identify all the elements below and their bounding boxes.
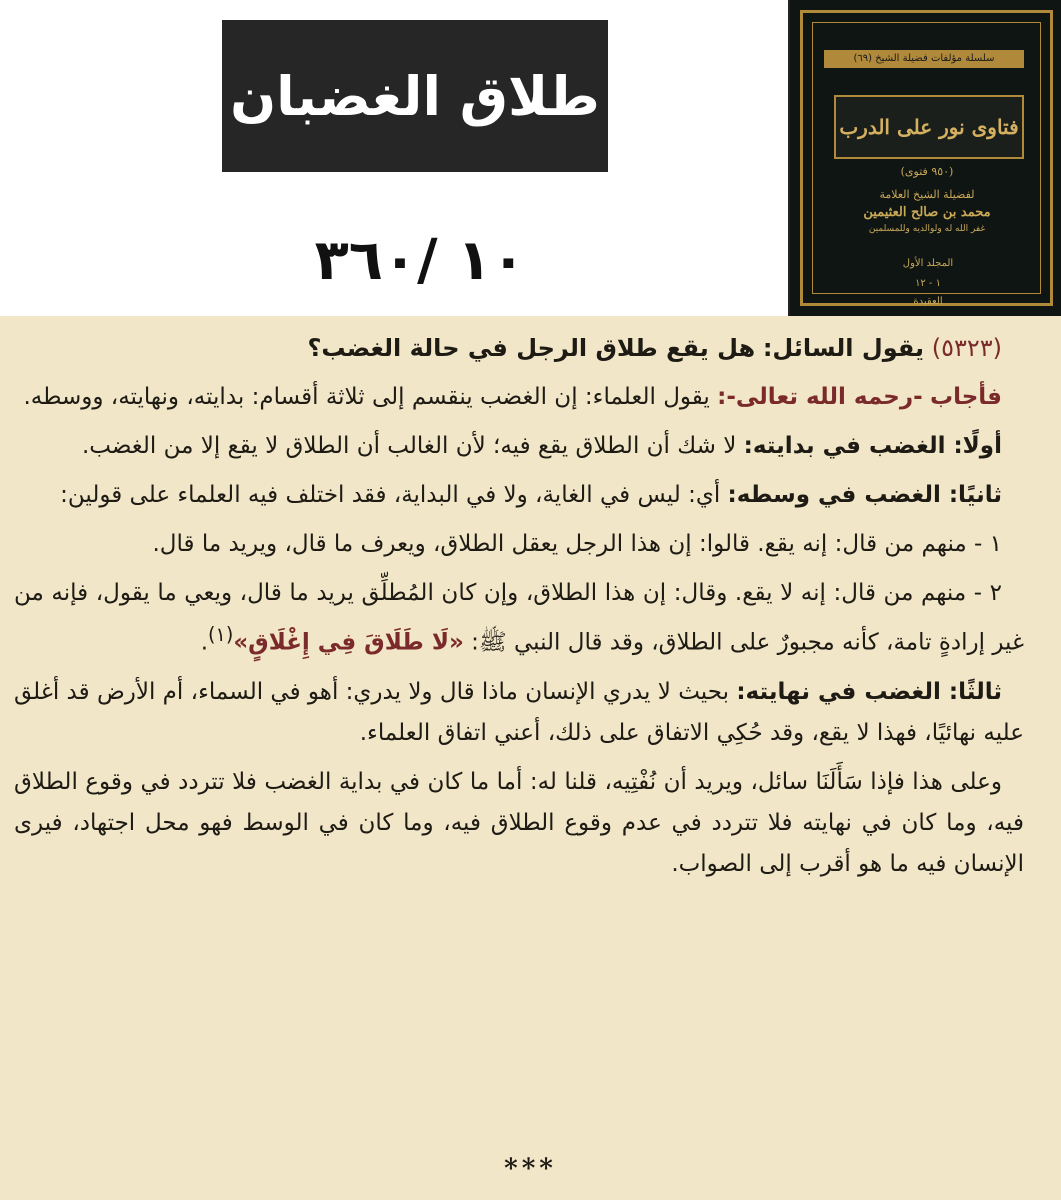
question-number: (٥٣٢٣) [931,334,1002,362]
third-section-text: بحيث لا يدري الإنسان ماذا قال ولا يدري: أهو في السماء، أم الأرض قد أغلق عليه نهائيًا، فهذا لا يقع، وقد حُكِي الاتفاق على ذلك، أعني اتفاق العلماء. [14,678,1024,746]
first-section-paragraph [14,426,1024,467]
footnote-marker: (١) [208,623,234,646]
answer-intro-paragraph [14,377,1024,418]
third-section-label: ثالثًا: الغضب في نهايته: [736,678,1003,705]
cover-author-line1: لفضيلة الشيخ العلامة [879,188,975,201]
cover-volume: المجلد الأول [902,258,954,269]
second-section-text: أي: ليس في الغاية، ولا في البداية، فقد اختلف فيه العلماء على قولين: [60,482,721,508]
question-text: هل يقع طلاق الرجل في حالة الغضب؟ [307,334,756,362]
cover-topic: العقيدة [913,296,943,307]
question-paragraph [14,328,1024,369]
scanned-book-page [0,316,1061,1200]
answer-label: فأجاب [929,384,1002,410]
question-label: يقول السائل: [762,334,925,362]
page-title: طلاق الغضبان [230,64,600,128]
volume-page-reference: ١٠ /٣٦٠ [314,228,526,293]
book-cover-image [788,0,1061,316]
first-section-text: لا شك أن الطلاق يقع فيه؛ لأن الغالب أن الطلاق لا يقع إلا من الغضب. [81,433,737,459]
cover-count: (٩٥٠ فتوى) [900,165,954,178]
opinion-two-paragraph: ٢ - منهم من قال: إنه لا يقع. وقال: إن هذا الطلاق، وإن كان المُطلِّق يريد ما قال، ويعي ما يقول، فإنه من غير إرادةٍ تامة، كأنه مجبورٌ على الطلاق، وقد قال النبي ﷺ: «لَا طَلَاقَ فِي إِغْلَاقٍ»$^{(١)}$. [14,580,1024,656]
article-body [14,328,1024,893]
cover-author-line3: غفر الله له ولوالديه وللمسلمين [868,224,986,234]
first-section-label: أولًا: الغضب في بدايته: [743,433,1002,459]
cover-author-line2: محمد بن صالح العثيمين [863,205,991,220]
opinion-two-text: ٢ - منهم من قال: إنه لا يقع. وقال: إن هذا الطلاق، وإن كان المُطلِّق يريد ما قال، ويعي ما يقول، فإنه من غير إرادةٍ تامة، كأنه مجبورٌ على الطلاق، وقد قال النبي ﷺ: [14,580,1024,656]
cover-series: سلسلة مؤلفات فضيلة الشيخ (٦٩) [824,50,1024,68]
answer-dua: -رحمه الله تعالى-: [717,384,923,410]
cover-range: ١ - ١٢ [915,278,941,289]
title-banner [222,20,608,172]
second-section-paragraph [14,475,1024,516]
header-area [0,0,1061,316]
section-separator: *** [504,1154,557,1184]
hadith-quote: «لَا طَلَاقَ فِي إِغْلَاقٍ» [233,629,464,656]
answer-intro-text: يقول العلماء: إن الغضب ينقسم إلى ثلاثة أقسام: بدايته، ونهايته، ووسطه. [23,384,710,410]
opinion-one-paragraph: ١ - منهم من قال: إنه يقع. قالوا: إن هذا الرجل يعقل الطلاق، ويعرف ما قال، ويريد ما قال. [152,531,1002,557]
third-section-paragraph [14,672,1024,754]
second-section-label: ثانيًا: الغضب في وسطه: [727,482,1002,508]
cover-title: فتاوى نور على الدرب [834,95,1024,159]
conclusion-paragraph: وعلى هذا فإذا سَأَلَنَا سائل، ويريد أن نُفْتِيه، قلنا له: أما ما كان في بداية الغضب فلا تتردد في وقوع الطلاق فيه، وما كان في نهايته فلا تتردد في عدم وقوع الطلاق فيه، وما كان في الوسط فهو محل اجتهاد، فيرى الإنسان فيه ما هو أقرب إلى الصواب. [14,768,1024,877]
